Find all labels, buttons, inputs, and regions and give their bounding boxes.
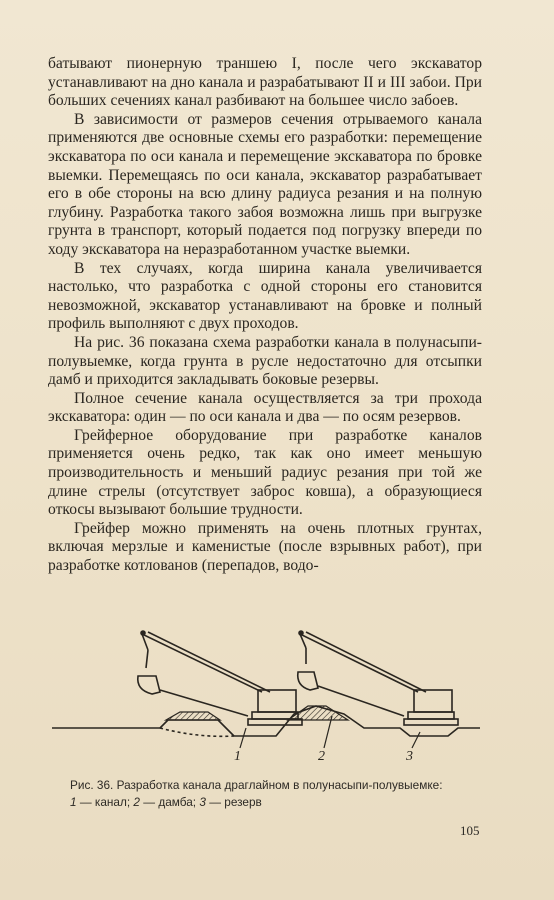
paragraph-7: Грейфер можно применять на очень плотных грунтах, включая мерзлые и каменистые (после взрывных работ), при разработке котлованов (перепадов, водо- bbox=[48, 519, 482, 575]
paragraph-2: В зависимости от размеров сечения отрываемого канала применяются две основные схемы его разработки: перемещение экскаватора по оси канала и перемещение экскаватора по бровке выемки. Перемещаясь по оси канала, экскаватор разрабатывает его в обе стороны на всю длину радиуса резания и на полную глубину. Разработка такого забоя возможна лишь при выгрузке грунта в транспорт, который подается под погрузку впереди по ходу экскаватора на неразработанном участке выемки. bbox=[48, 110, 482, 258]
caption-title: Рис. 36. Разработка канала драглайном в полунасыпи-полувыемке: bbox=[70, 778, 443, 792]
paragraph-1: батывают пионерную траншею I, после чего экскаватор устанавливают на дно канала и разрабатывают II и III забои. При больших сечениях канал разбивают на большее число забоев. bbox=[48, 55, 482, 110]
figure-label-2: 2 bbox=[318, 749, 325, 764]
canal-outline bbox=[160, 728, 234, 736]
body-text bbox=[48, 55, 482, 576]
legend-text-2: — дамба; bbox=[139, 795, 200, 809]
legend-text-1: — канал; bbox=[76, 795, 134, 809]
legend-num-3: 3 bbox=[199, 795, 206, 809]
paragraph-4: На рис. 36 показана схема разработки канала в полунасыпи-полувыемке, когда грунта в русле недостаточно для отсыпки дамб и приходится закладывать боковые резервы. bbox=[48, 333, 482, 389]
legend-text-3: — резерв bbox=[205, 795, 262, 809]
paragraph-3: В тех случаях, когда ширина канала увеличивается настолько, что разработка с одной стороны его становится невозможной, экскаватор устанавливают на бровке и полный профиль выполняют с двух проходов. bbox=[48, 259, 482, 333]
legend-num-2: 2 bbox=[133, 795, 140, 809]
figure-label-3: 3 bbox=[406, 749, 413, 764]
paragraph-6: Грейферное оборудование при разработке каналов применяется очень редко, так как оно имеет меньшую производительность и меньший радиус резания при той же длине стрелы (отсутствует заброс ковша), а образующиеся откосы вызывают большие трудности. bbox=[48, 426, 482, 519]
figure-36 bbox=[48, 620, 482, 770]
figure-caption bbox=[70, 777, 480, 811]
figure-label-1: 1 bbox=[234, 749, 241, 764]
paragraph-5: Полное сечение канала осуществляется за три прохода экскаватора: один — по оси канала и два — по осям резервов. bbox=[48, 389, 482, 426]
legend-num-1: 1 bbox=[70, 795, 77, 809]
page-number: 105 bbox=[460, 823, 480, 838]
dragline-canal-diagram bbox=[48, 620, 482, 770]
dragline-left bbox=[138, 631, 302, 725]
caption-legend bbox=[70, 794, 480, 811]
ground-profile bbox=[52, 706, 480, 736]
left-spoil bbox=[166, 712, 220, 720]
